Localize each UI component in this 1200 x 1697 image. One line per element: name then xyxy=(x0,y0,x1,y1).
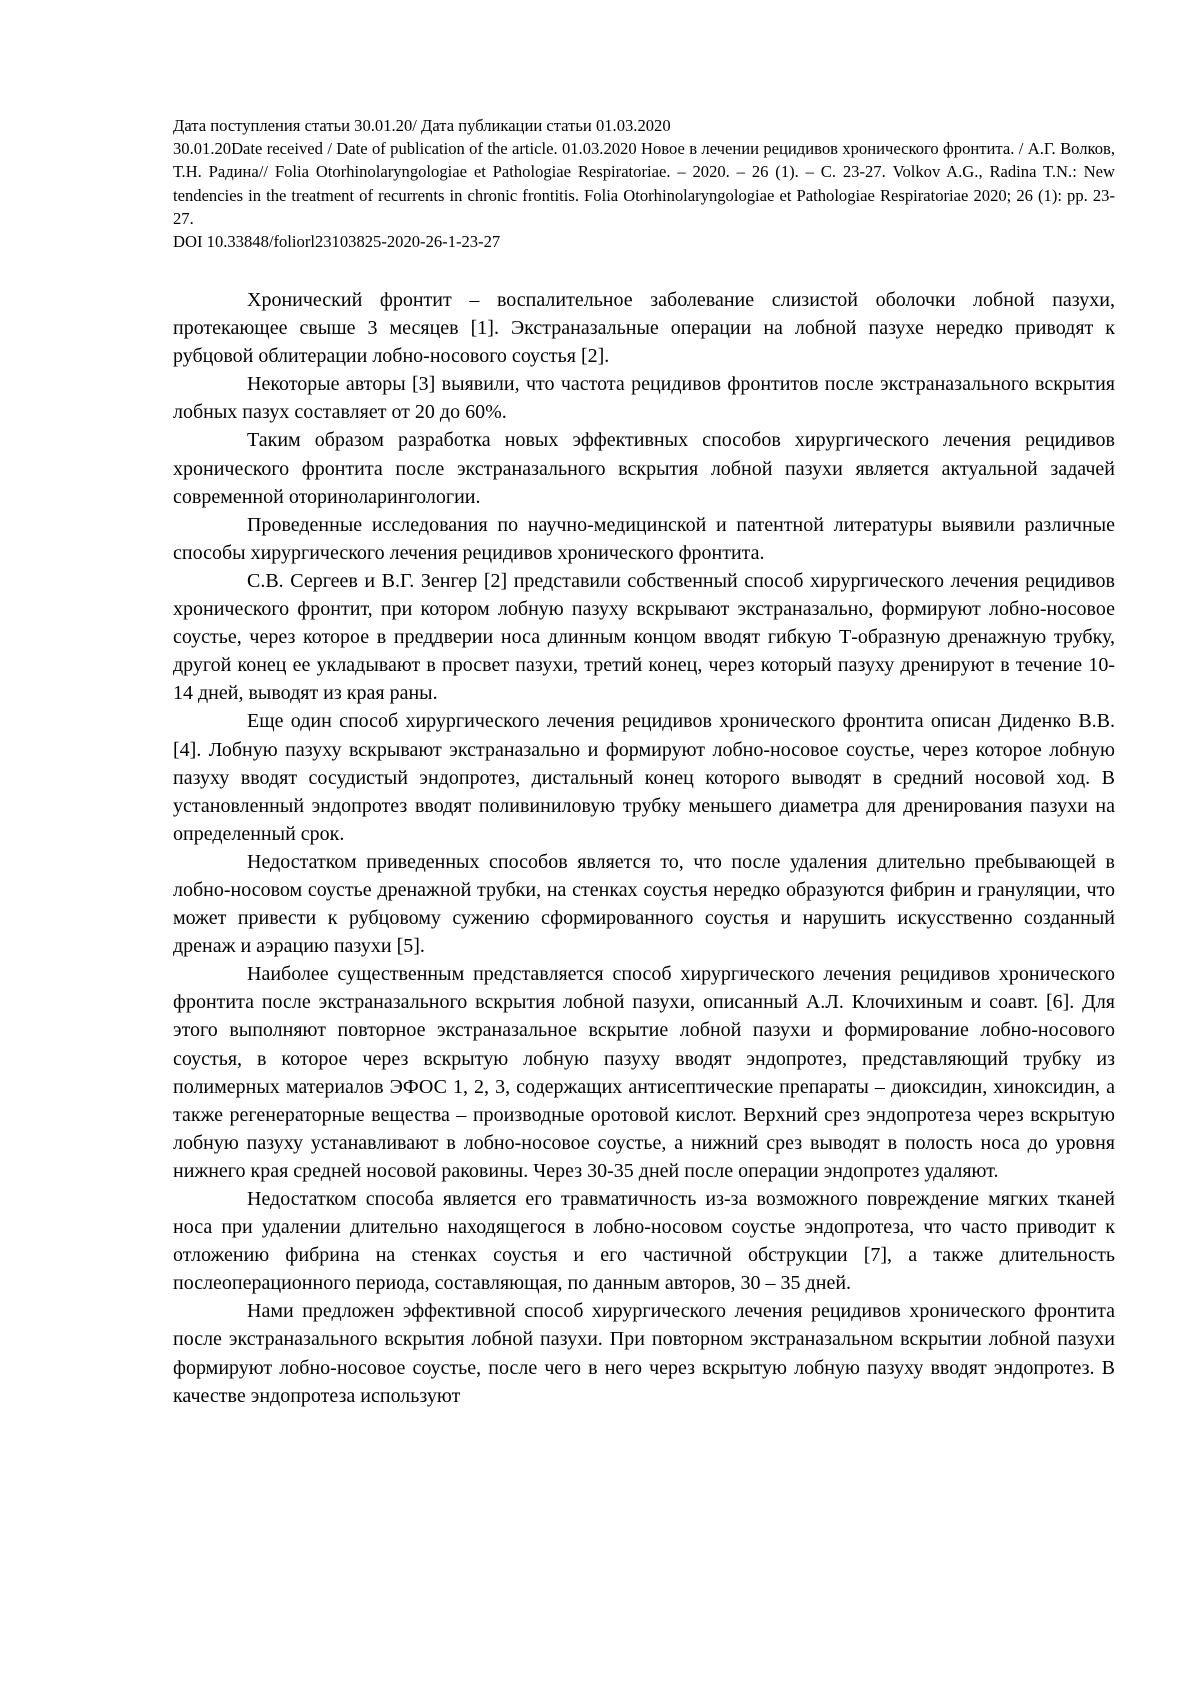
paragraph: Некоторые авторы [3] выявили, что частота рецидивов фронтитов после экстраназального вскрытия лобных пазух составляет от 20 до 60%. xyxy=(173,373,1115,424)
paragraph: Наиболее существенным представляется способ хирургического лечения рецидивов хронического фронтита после экстраназального вскрытия лобной пазухи, описанный А.Л. Клочихиным и соавт. [6]. Для этого выполняют повторное экстраназальное вскрытие лобной пазухи и формирование лобно-носового соустья, в которое через вскрытую лобную пазуху вводят эндопротез, представляющий трубку из полимерных материалов ЭФОС 1, 2, 3, содержащих антисептические препараты – диоксидин, хиноксидин, а также регенераторные вещества – производные оротовой кислот. Верхний срез эндопротеза через вскрытую лобную пазуху устанавливают в лобно-носовое соустье, а нижний срез выводят в полость носа до уровня нижнего края средней носовой раковины. Через 30-35 дней после операции эндопротез удаляют. xyxy=(173,963,1115,1182)
article-dates: Дата поступления статьи 30.01.20/ Дата публикации статьи 01.03.2020 xyxy=(173,116,671,135)
paragraph: Еще один способ хирургического лечения рецидивов хронического фронтита описан Диденко В.В. [4]. Лобную пазуху вскрывают экстраназально и формируют лобно-носовое соустье, через которое лобную пазуху вводят сосудистый эндопротез, дистальный конец которого выводят в средний носовой ход. В установленный эндопротез вводят поливиниловую трубку меньшего диаметра для дренирования пазухи на определенный срок. xyxy=(173,710,1115,845)
citation-block xyxy=(173,114,1115,253)
paragraph: С.В. Сергеев и В.Г. Зенгер [2] представили собственный способ хирургического лечения рецидивов хронического фронтит, при котором лобную пазуху вскрывают экстраназально, формируют лобно-носовое соустье, через которое в преддверии носа длинным концом вводят гибкую Т-образную дренажную трубку, другой конец ее укладывают в просвет пазухи, третий конец, через который пазуху дренируют в течение 10-14 дней, выводят из края раны. xyxy=(173,569,1115,705)
paragraph: Недостатком приведенных способов является то, что после удаления длительно пребывающей в лобно-носовом соустье дренажной трубки, на стенках соустья нередко образуются фибрин и грануляции, что может привести к рубцовому сужению сформированного соустья и нарушить искусственно созданный дренаж и аэрацию пазухи [5]. xyxy=(173,850,1115,958)
article-body xyxy=(173,286,1115,1410)
paragraph: Нами предложен эффективной способ хирургического лечения рецидивов хронического фронтита после экстраназального вскрытия лобной пазухи. При повторном экстраназальном вскрытии лобной пазухи формируют лобно-носовое соустье, после чего в него через вскрытую лобную пазуху вводят эндопротез. В качестве эндопротеза используют xyxy=(173,1300,1115,1407)
paragraph: Таким образом разработка новых эффективных способов хирургического лечения рецидивов хронического фронтита после экстраназального вскрытия лобной пазухи является актуальной задачей современной оториноларингологии. xyxy=(173,429,1115,508)
paragraph: Хронический фронтит – воспалительное заболевание слизистой оболочки лобной пазухи, протекающее свыше 3 месяцев [1]. Экстраназальные операции на лобной пазухе нередко приводят к рубцовой облитерации лобно-носового соустья [2]. xyxy=(173,289,1115,368)
article-doi: DOI 10.33848/foliorl23103825-2020-26-1-23-27 xyxy=(173,232,501,252)
article-reference: 30.01.20Date received / Date of publication of the article. 01.03.2020 Новое в лечении рецидивов хронического фронтита. / А.Г. Волков, Т.Н. Радина// Folia Otorhinolaryngologiae et Pathologiae Respiratoriae. – 2020. – 26 (1). – С. 23-27. Volkov A.G., Radina T.N.: New tendencies in the treatment of recurrents in chronic frontitis. Folia Otorhinolaryngologiae et Pathologiae Respiratoriae 2020; 26 (1): pp. 23-27. xyxy=(173,139,1115,228)
paragraph: Проведенные исследования по научно-медицинской и патентной литературы выявили различные способы хирургического лечения рецидивов хронического фронтита. xyxy=(173,513,1115,564)
paragraph: Недостатком способа является его травматичность из-за возможного повреждение мягких тканей носа при удалении длительно находящегося в лобно-носовом соустье эндопротеза, что часто приводит к отложению фибрина на стенках соустья и его частичной обструкции [7], а также длительность послеоперационного периода, составляющая, по данным авторов, 30 – 35 дней. xyxy=(173,1188,1115,1295)
